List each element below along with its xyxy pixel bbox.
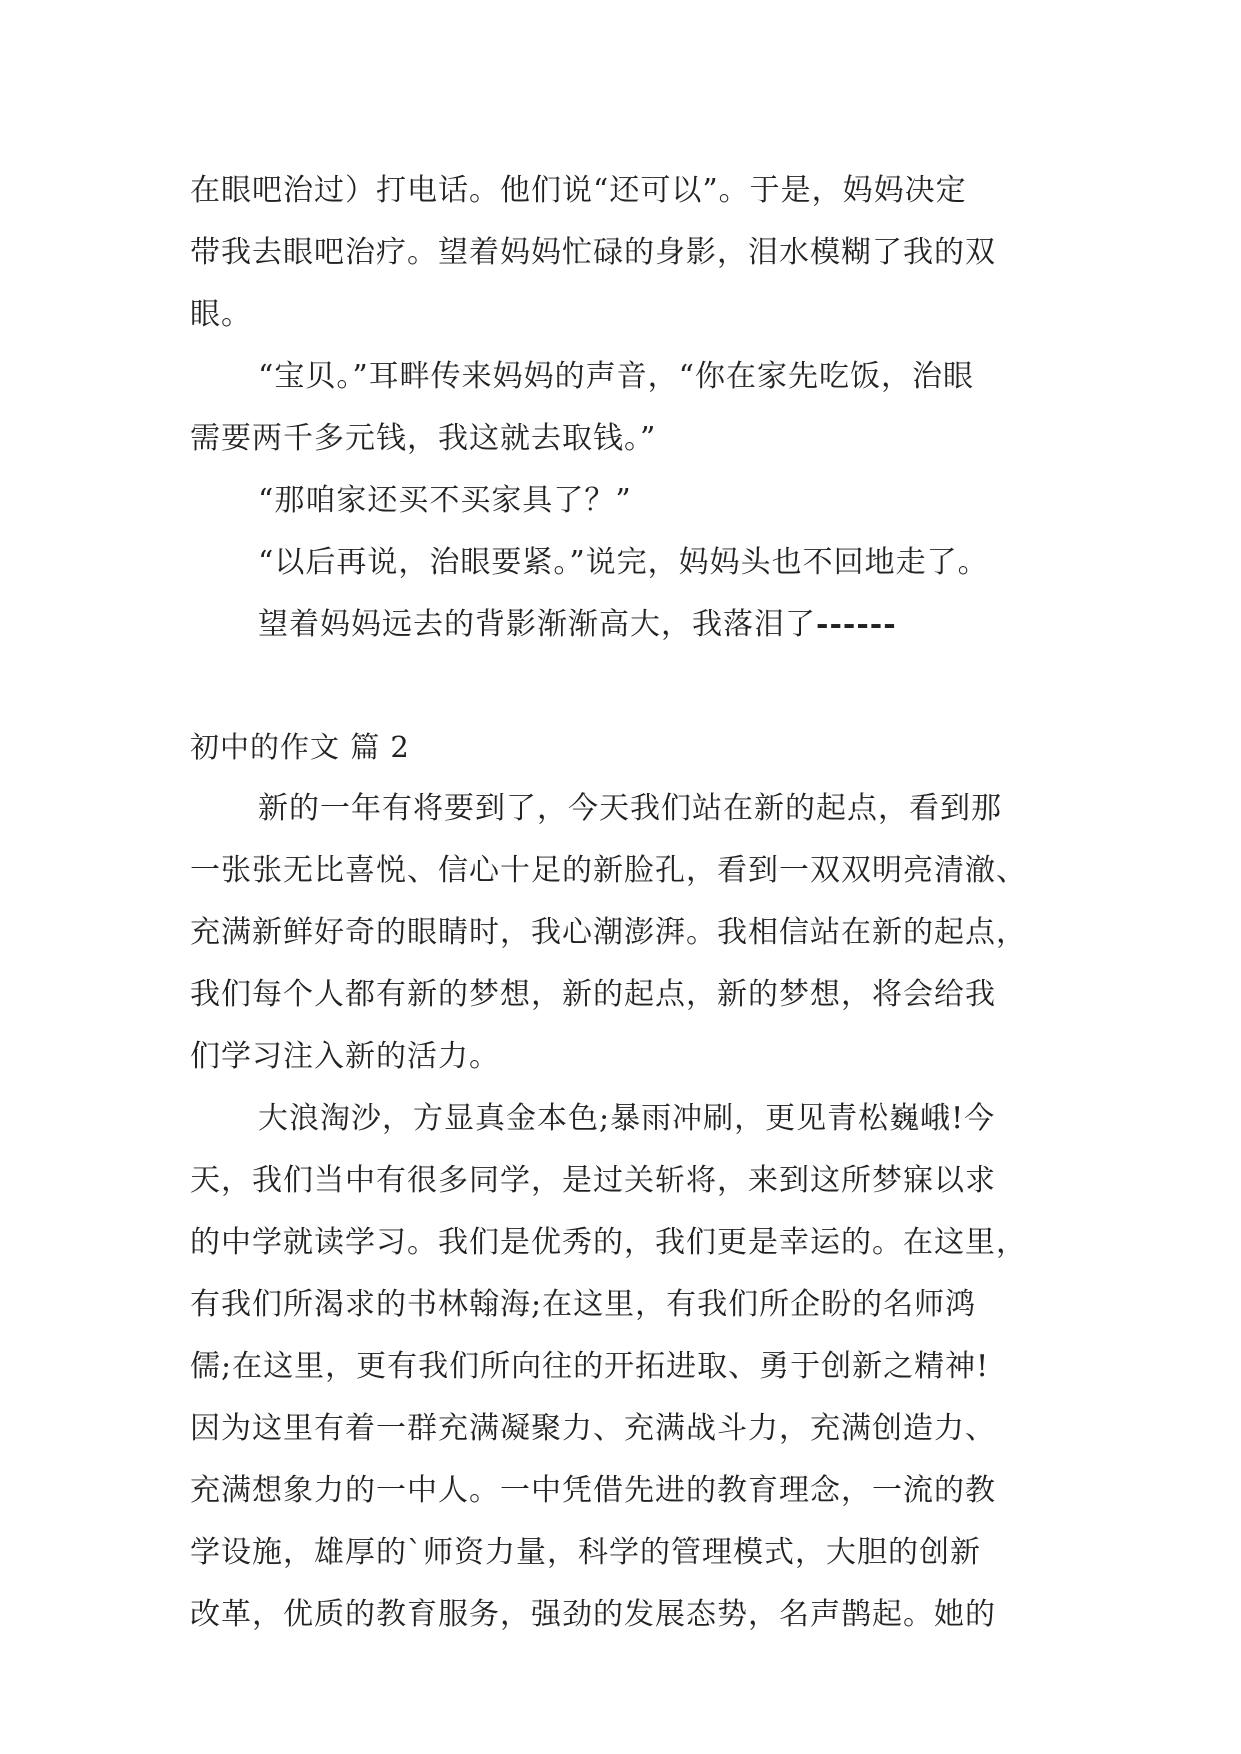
text-line: “那咱家还买不买家具了？” bbox=[258, 483, 632, 518]
section-gap bbox=[190, 656, 1050, 716]
section-heading: 初中的作文 篇 2 bbox=[190, 730, 410, 764]
text-line-main: 望着妈妈远去的背影渐渐高大，我落泪了 bbox=[258, 607, 816, 642]
dash-ellipsis: ------ bbox=[816, 607, 897, 642]
text-line bbox=[190, 594, 1050, 656]
text-line: 我们每个人都有新的梦想，新的起点，新的梦想，将会给我 bbox=[190, 977, 996, 1012]
text-line: “以后再说，治眼要紧。”说完，妈妈头也不回地走了。 bbox=[258, 545, 989, 580]
text-line: 有我们所渴求的书林翰海;在这里，有我们所企盼的名师鸿 bbox=[190, 1287, 977, 1322]
text-line: 的中学就读学习。我们是优秀的，我们更是幸运的。在这里， bbox=[190, 1225, 1027, 1260]
text-line: 因为这里有着一群充满凝聚力、充满战斗力，充满创造力、 bbox=[190, 1411, 996, 1446]
text-line: 天，我们当中有很多同学，是过关斩将，来到这所梦寐以求 bbox=[190, 1163, 996, 1198]
text-line: 改革，优质的教育服务，强劲的发展态势，名声鹊起。她的 bbox=[190, 1597, 996, 1632]
text-line: 儒;在这里，更有我们所向往的开拓进取、勇于创新之精神! bbox=[190, 1349, 990, 1384]
text-line: 大浪淘沙，方显真金本色;暴雨冲刷，更见青松巍峨!今 bbox=[258, 1101, 996, 1136]
text-line: “宝贝。”耳畔传来妈妈的声音，“你在家先吃饭，治眼 bbox=[258, 359, 975, 394]
text-line: 们学习注入新的活力。 bbox=[190, 1039, 500, 1074]
text-line: 充满想象力的一中人。一中凭借先进的教育理念，一流的教 bbox=[190, 1473, 996, 1508]
text-line: 一张张无比喜悦、信心十足的新脸孔，看到一双双明亮清澈、 bbox=[190, 853, 1027, 888]
text-line: 学设施，雄厚的`师资力量，科学的管理模式，大胆的创新 bbox=[190, 1535, 981, 1570]
text-line: 需要两千多元钱，我这就去取钱。” bbox=[190, 421, 657, 456]
text-line: 在眼吧治过）打电话。他们说“还可以”。于是，妈妈决定 bbox=[190, 173, 967, 208]
text-line: 充满新鲜好奇的眼睛时，我心潮澎湃。我相信站在新的起点， bbox=[190, 915, 1027, 950]
text-line: 新的一年有将要到了，今天我们站在新的起点，看到那 bbox=[258, 791, 1002, 826]
text-line: 眼。 bbox=[190, 297, 252, 332]
document-body bbox=[190, 160, 1050, 1646]
text-line: 带我去眼吧治疗。望着妈妈忙碌的身影，泪水模糊了我的双 bbox=[190, 235, 996, 270]
